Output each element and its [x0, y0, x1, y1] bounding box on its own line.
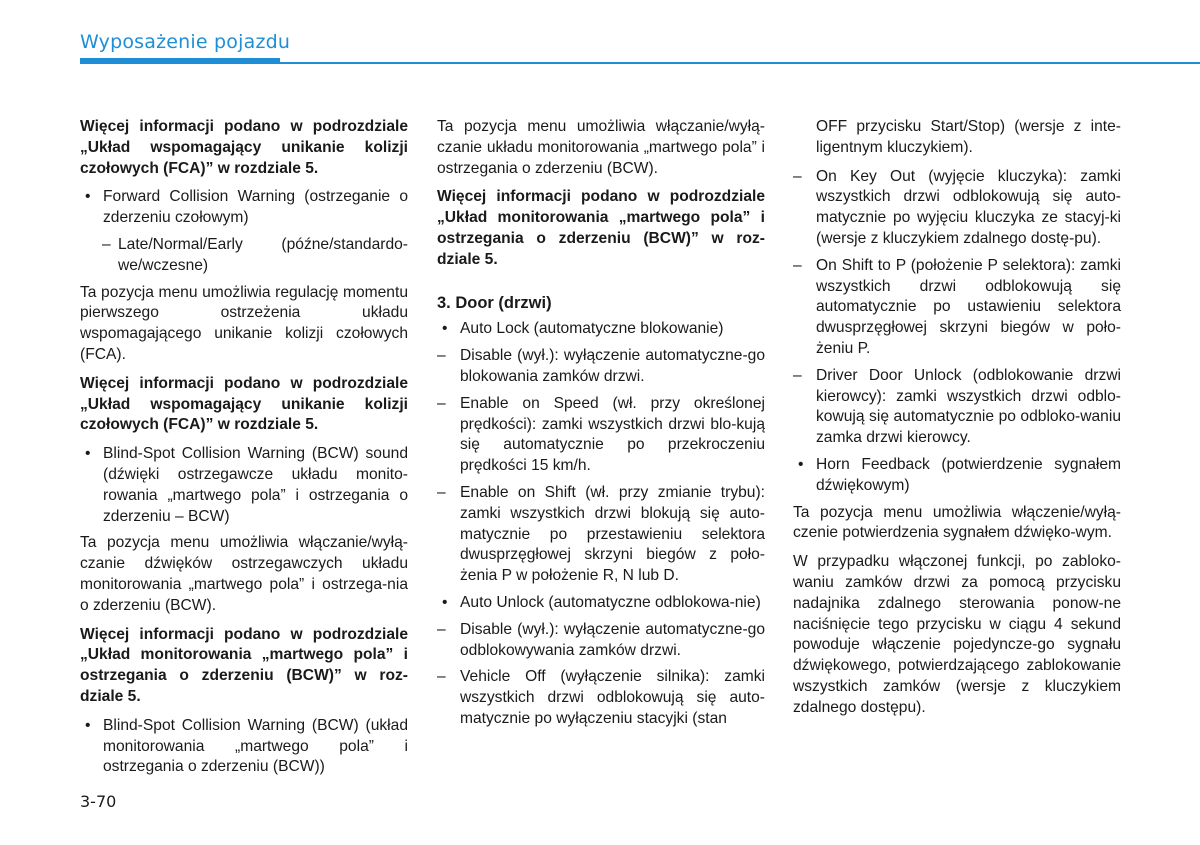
column-1 — [80, 117, 408, 784]
menu-item-forward-collision-warning: • Forward Collision Warning (ostrzeganie o zderzeniu czołowym) — [80, 187, 408, 229]
page-number: 3-70 — [80, 792, 117, 811]
section-heading-door: 3. Door (drzwi) — [437, 293, 552, 312]
menu-item-bcw: • Blind-Spot Collision Warning (BCW) (układ monitorowania „martwego pola” i ostrzegania o zderzeniu (BCW)) — [80, 716, 408, 778]
reference-note: Więcej informacji podano w podrozdziale „Układ monitorowania „martwego pola” i ostrzegania o zderzeniu (BCW)” w roz-dziale 5. — [437, 188, 765, 268]
menu-subitem-timing: – Late/Normal/Early (późne/standardo-we/wczesne) — [80, 235, 408, 277]
menu-list — [80, 444, 408, 527]
menu-option-disable-unlock: – Disable (wył.): wyłączenie automatyczne-go odblokowywania zamków drzwi. — [437, 620, 765, 662]
header-rule — [280, 62, 1200, 64]
menu-option-driver-door-unlock: – Driver Door Unlock (odblokowanie drzwi kierowcy): zamki wszystkich drzwi odblo-kowują się automatycznie po odbloko-waniu zamka drzwi kierowcy. — [793, 366, 1121, 449]
menu-item-bcw-sound: • Blind-Spot Collision Warning (BCW) sound (dźwięki ostrzegawcze układu monito-rowania „martwego pola” i ostrzegania o zderzeniu – BCW) — [80, 444, 408, 527]
reference-note: Więcej informacji podano w podrozdziale „Układ wspomagający unikanie kolizji czołowych (FCA)” w rozdziale 5. — [80, 118, 408, 177]
reference-note: Więcej informacji podano w podrozdziale „Układ wspomagający unikanie kolizji czołowych (FCA)” w rozdziale 5. — [80, 374, 408, 434]
menu-option-on-shift-to-p: – On Shift to P (położenie P selektora): zamki wszystkich drzwi odblokowują się automatycznie po ustawieniu selektora dwusprzęgłowej skrzyni biegów w poło-żeniu P. — [793, 256, 1121, 360]
description-paragraph: Ta pozycja menu umożliwia regulację momentu pierwszego ostrzeżenia układu wspomagającego unikanie kolizji czołowych (FCA). — [80, 283, 408, 363]
menu-option-enable-on-shift: – Enable on Shift (wł. przy zmianie trybu): zamki wszystkich drzwi blokują się auto-matycznie po przestawieniu selektora dwusprzęgłowej skrzyni biegów z poło-żenia P w położenie R, N lub D. — [437, 483, 765, 587]
menu-option-disable-lock: – Disable (wył.): wyłączenie automatyczne-go blokowania zamków drzwi. — [437, 346, 765, 388]
description-paragraph: Ta pozycja menu umożliwia włączenie/wyłą-czenie potwierdzenia sygnałem dźwięko-wym. — [793, 503, 1121, 542]
menu-item-auto-lock: • Auto Lock (automatyczne blokowanie) — [437, 319, 765, 340]
description-paragraph: Ta pozycja menu umożliwia włączanie/wyłą-czanie dźwięków ostrzegawczych układu monitorowania „martwego pola” i ostrzega-nia o zderzeniu (BCW). — [80, 534, 408, 614]
description-paragraph: Ta pozycja menu umożliwia włączanie/wyłą-czanie układu monitorowania „martwego pola” i ostrzegania o zderzeniu (BCW). — [437, 118, 765, 177]
menu-option-continuation: OFF przycisku Start/Stop) (wersje z inte-ligentnym kluczykiem). — [816, 118, 1121, 156]
menu-list — [80, 187, 408, 276]
menu-list — [793, 117, 1121, 497]
menu-item-auto-unlock: • Auto Unlock (automatyczne odblokowa-nie) — [437, 593, 765, 614]
column-3 — [793, 117, 1121, 727]
reference-note: Więcej informacji podano w podrozdziale „Układ monitorowania „martwego pola” i ostrzegania o zderzeniu (BCW)” w roz-dziale 5. — [80, 625, 408, 705]
menu-list — [437, 319, 765, 729]
menu-option-enable-on-speed: – Enable on Speed (wł. przy określonej prędkości): zamki wszystkich drzwi blo-kują się automatycznie po przekroczeniu prędkości 15 km/h. — [437, 394, 765, 477]
menu-option-on-key-out: – On Key Out (wyjęcie kluczyka): zamki wszystkich drzwi odblokowują się auto-matycznie po wyjęciu kluczyka ze stacyj-ki (wersje z kluczykiem zdalnego dostę-pu). — [793, 167, 1121, 250]
section-title: Wyposażenie pojazdu — [80, 31, 291, 53]
column-2 — [437, 117, 765, 736]
menu-item-horn-feedback: • Horn Feedback (potwierdzenie sygnałem dźwiękowym) — [793, 455, 1121, 497]
header-accent-bar — [80, 58, 280, 64]
menu-option-vehicle-off: – Vehicle Off (wyłączenie silnika): zamki wszystkich drzwi odblokowują się auto-matycznie po wyłączeniu stacyjki (stan — [437, 667, 765, 729]
description-paragraph: W przypadku włączonej funkcji, po zabloko-waniu zamków drzwi za pomocą przycisku nadajnika zdalnego sterowania ponow-ne naciśnięcie tego przycisku w ciągu 4 sekund powoduje włączenie pojedyncze-go sygnału dźwiękowego, potwierdzającego zablokowanie wszystkich zamków (wersje z kluczykiem zdalnego dostępu). — [793, 553, 1121, 716]
menu-list — [80, 716, 408, 778]
